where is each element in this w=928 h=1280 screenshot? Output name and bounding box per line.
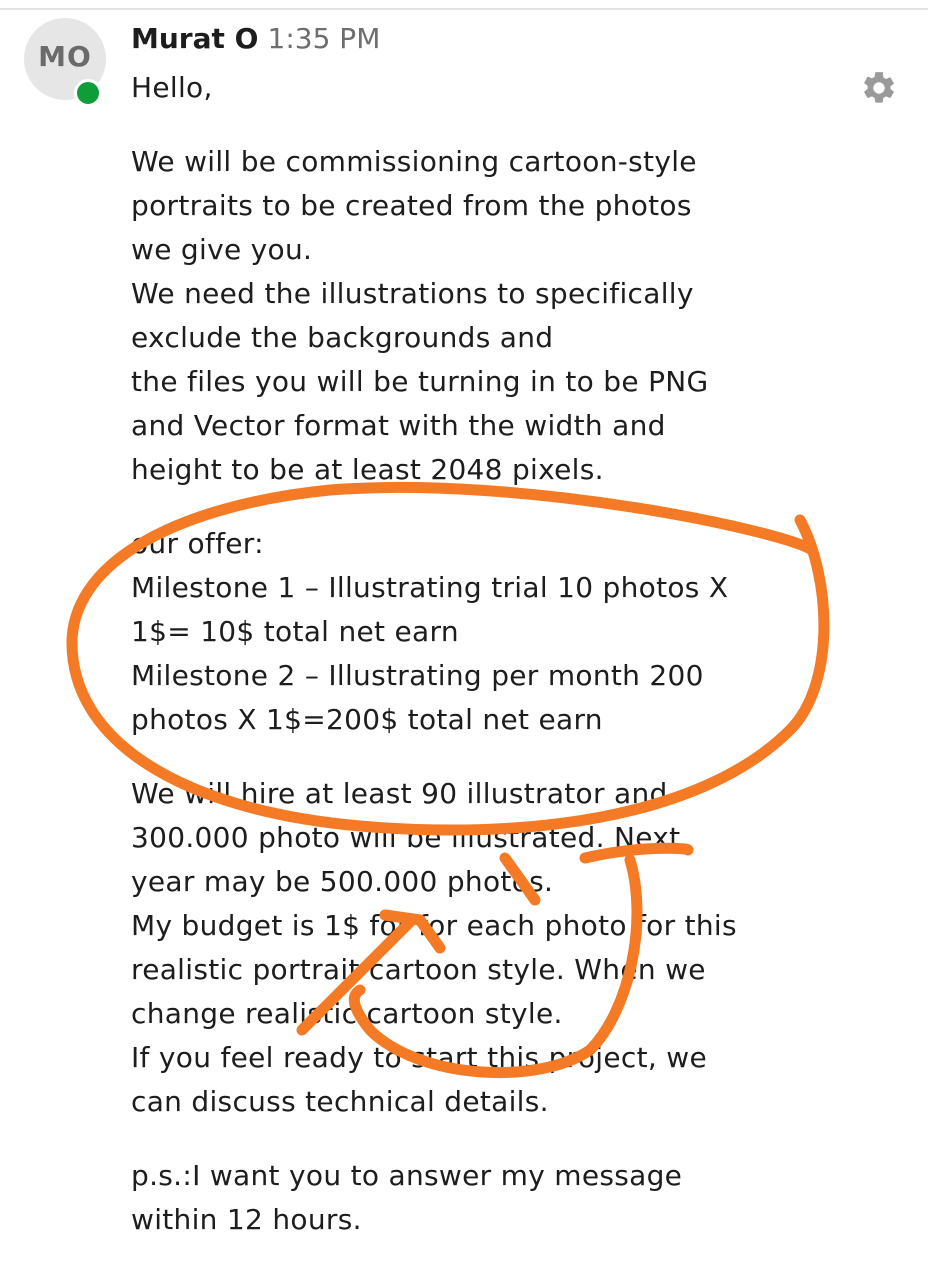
message-line: My budget is 1$ for for each photo for this	[131, 909, 737, 942]
request-paragraph	[131, 140, 901, 492]
message-line: change realistic cartoon style.	[131, 997, 563, 1030]
message-line: our offer:	[131, 527, 264, 560]
message-timestamp: 1:35 PM	[267, 22, 381, 55]
message-line: 300.000 photo will be illustrated. Next	[131, 821, 681, 854]
greeting-paragraph	[131, 66, 901, 110]
message-line: We need the illustrations to specifically	[131, 277, 694, 310]
message-line: photos X 1$=200$ total net earn	[131, 703, 603, 736]
sender-name[interactable]: Murat O	[131, 22, 259, 55]
message-body	[131, 66, 901, 1242]
message-line: Hello,	[131, 71, 213, 104]
message-header	[131, 22, 380, 60]
message-line: Milestone 2 – Illustrating per month 200	[131, 659, 704, 692]
message-line: we give you.	[131, 233, 313, 266]
message-line: Milestone 1 – Illustrating trial 10 photos X	[131, 571, 729, 604]
message-line: within 12 hours.	[131, 1203, 362, 1236]
online-status-dot	[74, 79, 102, 107]
message-line: exclude the backgrounds and	[131, 321, 554, 354]
top-divider	[0, 8, 928, 10]
details-paragraph	[131, 772, 901, 1124]
postscript-paragraph	[131, 1154, 901, 1242]
message-line: year may be 500.000 photos.	[131, 865, 554, 898]
message-line: 1$= 10$ total net earn	[131, 615, 459, 648]
message-line: We will hire at least 90 illustrator and	[131, 777, 668, 810]
message-line: can discuss technical details.	[131, 1085, 549, 1118]
message-line: If you feel ready to start this project, we	[131, 1041, 708, 1074]
avatar-initials: MO	[38, 39, 92, 73]
message-line: We will be commissioning cartoon-style	[131, 145, 697, 178]
message-line: height to be at least 2048 pixels.	[131, 453, 604, 486]
message-line: p.s.:I want you to answer my message	[131, 1159, 683, 1192]
message-line: the files you will be turning in to be PNG	[131, 365, 709, 398]
message-line: and Vector format with the width and	[131, 409, 666, 442]
offer-paragraph	[131, 522, 901, 742]
message-line: portraits to be created from the photos	[131, 189, 692, 222]
message-line: realistic portrait cartoon style. When we	[131, 953, 706, 986]
